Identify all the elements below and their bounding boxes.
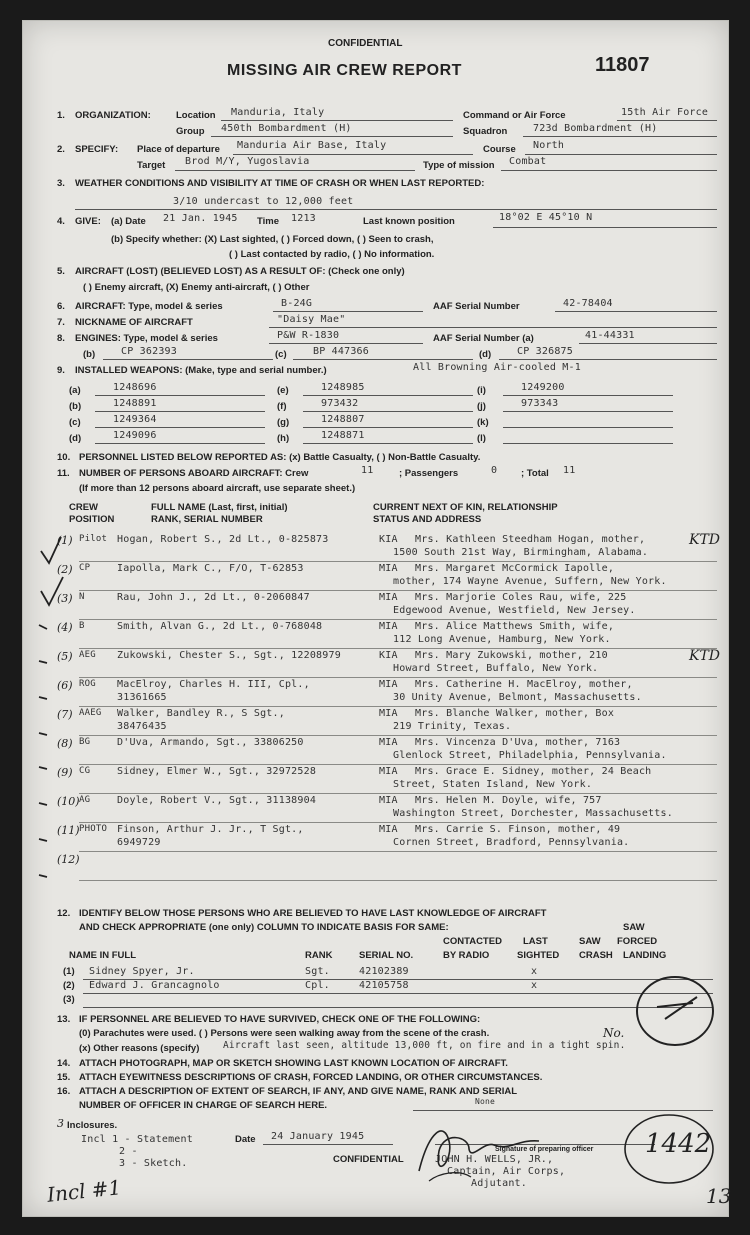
s8-d: CP 326875 — [517, 346, 573, 357]
s9-label: INSTALLED WEAPONS: (Make, type and serial number.) — [75, 365, 327, 376]
s14-label: ATTACH PHOTOGRAPH, MAP OR SKETCH SHOWING LAST KNOWN LOCATION OF AIRCRAFT. — [79, 1058, 508, 1069]
crew-h3a: CURRENT NEXT OF KIN, RELATIONSHIP — [373, 502, 558, 513]
crew-number: (9) — [57, 766, 73, 779]
s4-date-label: (a) Date — [111, 216, 146, 227]
s12-row-name: Edward J. Grancagnolo — [89, 980, 220, 991]
s8-b-label: (b) — [83, 349, 96, 360]
s12-row-n: (2) — [63, 980, 75, 991]
crew-status: MIA — [379, 766, 398, 777]
s12-h-forced-a: SAW — [623, 922, 645, 933]
s13-line2: (0) Parachutes were used. ( ) Persons were seen walking away from the scene of the crash. — [79, 1028, 490, 1039]
s4-time-label: Time — [257, 216, 280, 227]
crew-name-cont: 38476435 — [117, 721, 167, 732]
weapon-label: (a) — [69, 385, 81, 396]
crew-note: KTD — [689, 532, 721, 548]
crew-number: (10) — [57, 795, 80, 808]
s3-num: 3. — [57, 178, 65, 189]
weapon-serial: 1248891 — [113, 398, 157, 409]
s6-value: B-24G — [281, 298, 313, 309]
crew-number: (2) — [57, 563, 73, 576]
s11-label: NUMBER OF PERSONS ABOARD AIRCRAFT: Crew — [79, 468, 309, 479]
crew-status: MIA — [379, 621, 398, 632]
crew-position: CG — [79, 766, 91, 776]
circle-mark — [631, 973, 717, 1051]
weapon-serial: 973432 — [321, 398, 359, 409]
footer-confidential: CONFIDENTIAL — [333, 1154, 404, 1165]
s10-num: 10. — [57, 452, 71, 463]
s12-row-n: (1) — [63, 966, 75, 977]
crew-address: Washington Street, Dorchester, Massachusetts. — [393, 808, 673, 819]
s13-other-reason: Aircraft last seen, altitude 13,000 ft, on fire and in a tight spin. — [223, 1040, 626, 1051]
s2-target-label: Target — [137, 160, 166, 171]
s15-label: ATTACH EYEWITNESS DESCRIPTIONS OF CRASH, FORCED LANDING, OR OTHER CIRCUMSTANCES. — [79, 1072, 543, 1083]
weapon-label: (b) — [69, 401, 82, 412]
inclosures-label: Inclosures. — [67, 1120, 118, 1131]
crew-status: KIA — [379, 650, 398, 661]
inclosures-count: 3 — [57, 1117, 64, 1130]
crew-position: Pilot — [79, 534, 108, 544]
crew-number: (7) — [57, 708, 73, 721]
crew-status: MIA — [379, 824, 398, 835]
s3-value: 3/10 undercast to 12,000 feet — [173, 196, 354, 207]
s2-departure: Manduria Air Base, Italy — [237, 140, 387, 151]
s12-num: 12. — [57, 908, 71, 919]
s1-num: 1. — [57, 110, 65, 121]
s8-serial-label: AAF Serial Number (a) — [433, 333, 534, 344]
weapon-label: (k) — [477, 417, 489, 428]
s2-target: Brod M/Y, Yugoslavia — [185, 156, 310, 167]
crew-h1b: POSITION — [69, 514, 115, 525]
s12-line1: IDENTIFY BELOW THOSE PERSONS WHO ARE BELIEVED TO HAVE LAST KNOWLEDGE OF AIRCRAFT — [79, 908, 547, 919]
crew-h1a: CREW — [69, 502, 99, 513]
crew-address: Street, Staten Island, New York. — [393, 779, 593, 790]
crew-address: Howard Street, Buffalo, New York. — [393, 663, 599, 674]
s6-serial: 42-78404 — [563, 298, 613, 309]
s12-h-last-b: SIGHTED — [517, 950, 560, 961]
s4-position: 18°02 E 45°10 N — [499, 212, 593, 223]
weapon-serial: 1248696 — [113, 382, 157, 393]
report-sheet — [22, 20, 732, 1217]
crew-position: AG — [79, 795, 91, 805]
crew-address: 30 Unity Avenue, Belmont, Massachusetts. — [393, 692, 642, 703]
crew-name: Sidney, Elmer W., Sgt., 32972528 — [117, 766, 317, 777]
crew-kin: Mrs. Vincenza D'Uva, mother, 7163 — [415, 737, 621, 748]
s1-label: ORGANIZATION: — [75, 110, 151, 121]
s13-line3: (x) Other reasons (specify) — [79, 1043, 200, 1054]
crew-status: MIA — [379, 737, 398, 748]
weapon-label: (f) — [277, 401, 287, 412]
s6-num: 6. — [57, 301, 65, 312]
crew-position: AEG — [79, 650, 96, 660]
crew-status: MIA — [379, 563, 398, 574]
weapon-label: (h) — [277, 433, 290, 444]
s9-num: 9. — [57, 365, 65, 376]
crew-h3b: STATUS AND ADDRESS — [373, 514, 482, 525]
crew-address: 112 Long Avenue, Hamburg, New York. — [393, 634, 611, 645]
s7-num: 7. — [57, 317, 65, 328]
s12-row-rank: Sgt. — [305, 966, 330, 977]
weapon-label: (g) — [277, 417, 290, 428]
crew-h2a: FULL NAME (Last, first, initial) — [151, 502, 288, 513]
s16-line2: NUMBER OF OFFICER IN CHARGE OF SEARCH HERE. — [79, 1100, 328, 1111]
crew-status: MIA — [379, 795, 398, 806]
s12-row-rank: Cpl. — [305, 980, 330, 991]
officer-name: JOHN H. WELLS, JR., — [435, 1154, 554, 1165]
s15-num: 15. — [57, 1072, 71, 1083]
s9-note: All Browning Air-cooled M-1 — [413, 362, 581, 373]
s8-c-label: (c) — [275, 349, 287, 360]
crew-number: (8) — [57, 737, 73, 750]
weapon-label: (j) — [477, 401, 486, 412]
crew-kin: Mrs. Mary Zukowski, mother, 210 — [415, 650, 608, 661]
crew-address: 219 Trinity, Texas. — [393, 721, 512, 732]
s8-value: P&W R-1830 — [277, 330, 340, 341]
s2-mission: Combat — [509, 156, 547, 167]
s4-position-label: Last known position — [363, 216, 455, 227]
report-number: 11807 — [595, 54, 650, 76]
s4-date: 21 Jan. 1945 — [163, 213, 238, 224]
s4-b-line2: ( ) Last contacted by radio, ( ) No information. — [229, 249, 435, 260]
officer-rank2: Adjutant. — [471, 1178, 527, 1189]
s13-num: 13. — [57, 1014, 71, 1025]
s12-row-mark: x — [531, 966, 538, 977]
incl-1: Incl 1 - Statement — [81, 1134, 193, 1145]
s2-num: 2. — [57, 144, 65, 155]
s2-course: North — [533, 140, 565, 151]
crew-position: BG — [79, 737, 91, 747]
s11-num: 11. — [57, 468, 70, 479]
report-title: MISSING AIR CREW REPORT — [227, 62, 462, 79]
s11-note: (If more than 12 persons aboard aircraft, use separate sheet.) — [79, 483, 356, 494]
s12-row-serial: 42105758 — [359, 980, 409, 991]
s8-label: ENGINES: Type, model & series — [75, 333, 218, 344]
signature-graphic — [399, 1111, 549, 1191]
s12-h-forced-b: FORCED — [617, 936, 658, 947]
crew-name: Doyle, Robert V., Sgt., 31138904 — [117, 795, 317, 806]
s1-group: 450th Bombardment (H) — [221, 123, 352, 134]
s1-command-label: Command or Air Force — [463, 110, 566, 121]
crew-position: CP — [79, 563, 91, 573]
s11-total-label: ; Total — [521, 468, 549, 479]
crew-name-cont: 31361665 — [117, 692, 167, 703]
crew-kin: Mrs. Alice Matthews Smith, wife, — [415, 621, 615, 632]
s16-line1: ATTACH A DESCRIPTION OF EXTENT OF SEARCH, IF ANY, AND GIVE NAME, RANK AND SERIAL — [79, 1086, 518, 1097]
crew-h2b: RANK, SERIAL NUMBER — [151, 514, 263, 525]
crew-number: (4) — [57, 621, 73, 634]
crew-kin: Mrs. Marjorie Coles Rau, wife, 225 — [415, 592, 627, 603]
s12-h-serial: SERIAL NO. — [359, 950, 414, 961]
s13-line1: IF PERSONNEL ARE BELIEVED TO HAVE SURVIVED, CHECK ONE OF THE FOLLOWING: — [79, 1014, 481, 1025]
footer-date: 24 January 1945 — [271, 1131, 365, 1142]
s12-h-forced-c: LANDING — [623, 950, 667, 961]
crew-number: (12) — [57, 853, 80, 866]
s12-h-name: NAME IN FULL — [69, 950, 137, 961]
page-number: 13 — [706, 1184, 732, 1208]
s12-h-saw-a: SAW — [579, 936, 601, 947]
s5-num: 5. — [57, 266, 65, 277]
s11-total: 11 — [563, 465, 576, 476]
stamp-number: 1442 — [645, 1129, 712, 1159]
s10-label: PERSONNEL LISTED BELOW REPORTED AS: (x) Battle Casualty, ( ) Non-Battle Casualty. — [79, 452, 481, 463]
s2-course-label: Course — [483, 144, 516, 155]
s5-line2: ( ) Enemy aircraft, (X) Enemy anti-aircraft, ( ) Other — [83, 282, 310, 293]
crew-number: (11) — [57, 824, 80, 837]
s4-time: 1213 — [291, 213, 316, 224]
crew-number: (6) — [57, 679, 73, 692]
s3-label: WEATHER CONDITIONS AND VISIBILITY AT TIME OF CRASH OR WHEN LAST REPORTED: — [75, 178, 485, 189]
weapon-serial: 1249364 — [113, 414, 157, 425]
weapon-serial: 1248871 — [321, 430, 365, 441]
crew-address: 1500 South 21st Way, Birmingham, Alabama. — [393, 547, 649, 558]
s4-label: GIVE: — [75, 216, 101, 227]
crew-kin: Mrs. Blanche Walker, mother, Box — [415, 708, 615, 719]
s12-row-serial: 42102389 — [359, 966, 409, 977]
crew-name: Hogan, Robert S., 2d Lt., 0-825873 — [117, 534, 329, 545]
crew-kin: Mrs. Helen M. Doyle, wife, 757 — [415, 795, 602, 806]
s4-b-line1: (b) Specify whether: (X) Last sighted, ( ) Forced down, ( ) Seen to crash, — [111, 234, 434, 245]
s11-pass: 0 — [491, 465, 498, 476]
crew-address: Edgewood Avenue, Westfield, New Jersey. — [393, 605, 636, 616]
crew-note: KTD — [689, 648, 721, 664]
crew-name: MacElroy, Charles H. III, Cpl., — [117, 679, 310, 690]
s2-mission-label: Type of mission — [423, 160, 495, 171]
s2-departure-label: Place of departure — [137, 144, 220, 155]
s4-num: 4. — [57, 216, 65, 227]
crew-address: Glenlock Street, Philadelphia, Pennsylvania. — [393, 750, 667, 761]
crew-position: PHOTO — [79, 824, 108, 834]
weapon-serial: 1248985 — [321, 382, 365, 393]
weapon-label: (c) — [69, 417, 81, 428]
incl-2: 2 - — [119, 1146, 138, 1157]
crew-position: ROG — [79, 679, 96, 689]
crew-name: Smith, Alvan G., 2d Lt., 0-768048 — [117, 621, 323, 632]
s8-c: BP 447366 — [313, 346, 369, 357]
s1-command: 15th Air Force — [621, 107, 709, 118]
circle-no: No. — [603, 1026, 625, 1040]
crew-position: N — [79, 592, 85, 602]
s12-line2: AND CHECK APPROPRIATE (one only) COLUMN TO INDICATE BASIS FOR SAME: — [79, 922, 449, 933]
footer-date-label: Date — [235, 1134, 256, 1145]
weapon-serial: 1249200 — [521, 382, 565, 393]
crew-number: (3) — [57, 592, 73, 605]
s1-location: Manduria, Italy — [231, 107, 325, 118]
crew-status: MIA — [379, 592, 398, 603]
crew-status: KIA — [379, 534, 398, 545]
s12-row-mark: x — [531, 980, 538, 991]
s12-h-saw-b: CRASH — [579, 950, 613, 961]
s16-value: None — [475, 1097, 496, 1106]
crew-number: (5) — [57, 650, 73, 663]
s1-group-label: Group — [176, 126, 205, 137]
s11-crew: 11 — [361, 465, 374, 476]
s12-row-n: (3) — [63, 994, 75, 1005]
sig-label: Signature of preparing officer — [495, 1146, 594, 1153]
s12-h-radio-a: CONTACTED — [443, 936, 502, 947]
crew-address: Cornen Street, Bradford, Pennsylvania. — [393, 837, 630, 848]
s1-location-label: Location — [176, 110, 216, 121]
weapon-serial: 1249096 — [113, 430, 157, 441]
s12-row-name: Sidney Spyer, Jr. — [89, 966, 195, 977]
incl-note: Incl #1 — [45, 1175, 123, 1207]
s1-squadron-label: Squadron — [463, 126, 508, 137]
s2-label: SPECIFY: — [75, 144, 119, 155]
weapon-serial: 1248807 — [321, 414, 365, 425]
crew-name: Finson, Arthur J. Jr., T Sgt., — [117, 824, 304, 835]
crew-status: MIA — [379, 708, 398, 719]
crew-kin: Mrs. Carrie S. Finson, mother, 49 — [415, 824, 621, 835]
s6-serial-label: AAF Serial Number — [433, 301, 520, 312]
crew-position: B — [79, 621, 85, 631]
s1-squadron: 723d Bombardment (H) — [533, 123, 658, 134]
crew-name: Rau, John J., 2d Lt., 0-2060847 — [117, 592, 310, 603]
s8-num: 8. — [57, 333, 65, 344]
s7-label: NICKNAME OF AIRCRAFT — [75, 317, 193, 328]
s6-label: AIRCRAFT: Type, model & series — [75, 301, 223, 312]
crew-name: Walker, Bandley R., S Sgt., — [117, 708, 285, 719]
crew-kin: Mrs. Catherine H. MacElroy, mother, — [415, 679, 633, 690]
s16-num: 16. — [57, 1086, 71, 1097]
crew-number: (1) — [57, 534, 73, 547]
s5-label: AIRCRAFT (LOST) (BELIEVED LOST) AS A RESULT OF: (Check one only) — [75, 266, 405, 277]
s7-value: "Daisy Mae" — [277, 314, 346, 325]
s12-h-last-a: LAST — [523, 936, 548, 947]
s14-num: 14. — [57, 1058, 71, 1069]
s8-b: CP 362393 — [121, 346, 177, 357]
weapon-label: (d) — [69, 433, 82, 444]
s8-a: 41-44331 — [585, 330, 635, 341]
crew-address: mother, 174 Wayne Avenue, Suffern, New York. — [393, 576, 667, 587]
crew-name: D'Uva, Armando, Sgt., 33806250 — [117, 737, 304, 748]
crew-position: AAEG — [79, 708, 102, 718]
crew-status: MIA — [379, 679, 398, 690]
confidential-header: CONFIDENTIAL — [328, 38, 403, 49]
crew-kin: Mrs. Grace E. Sidney, mother, 24 Beach — [415, 766, 652, 777]
incl-3: 3 - Sketch. — [119, 1158, 188, 1169]
crew-kin: Mrs. Kathleen Steedham Hogan, mother, — [415, 534, 646, 545]
weapon-label: (l) — [477, 433, 486, 444]
crew-name: Zukowski, Chester S., Sgt., 12208979 — [117, 650, 341, 661]
s12-h-radio-b: BY RADIO — [443, 950, 490, 961]
crew-kin: Mrs. Margaret McCormick Iapolle, — [415, 563, 615, 574]
crew-name-cont: 6949729 — [117, 837, 161, 848]
s12-h-rank: RANK — [305, 950, 333, 961]
weapon-label: (i) — [477, 385, 486, 396]
s11-pass-label: ; Passengers — [399, 468, 459, 479]
s8-d-label: (d) — [479, 349, 492, 360]
officer-rank1: Captain, Air Corps, — [447, 1166, 566, 1177]
crew-name: Iapolla, Mark C., F/O, T-62853 — [117, 563, 304, 574]
margin-checkmarks — [35, 521, 75, 921]
weapon-label: (e) — [277, 385, 289, 396]
weapon-serial: 973343 — [521, 398, 559, 409]
